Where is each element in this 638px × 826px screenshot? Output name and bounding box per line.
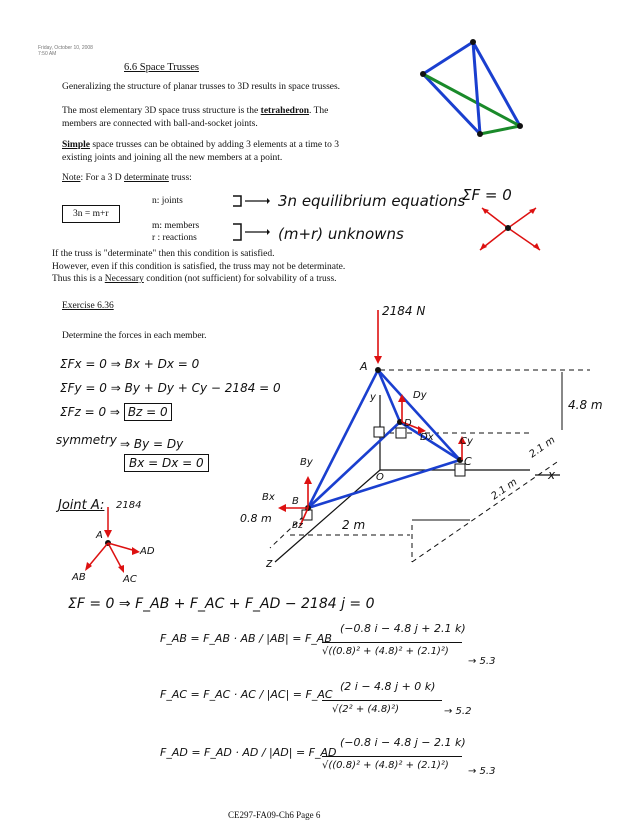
- necessary-term: Necessary: [104, 274, 144, 284]
- fig-dim-4: 2 m: [342, 518, 366, 532]
- fig-point-c: C: [464, 455, 472, 468]
- determinate-term: determinate: [124, 173, 169, 183]
- fig-origin: O: [376, 472, 384, 483]
- note-label: Note: [62, 173, 81, 183]
- joint-a-load: 2184: [116, 500, 142, 511]
- tetrahedron-term: tetrahedron: [260, 106, 310, 116]
- m-definition: m: members: [152, 221, 200, 231]
- fig-dim-2: 2.1 m: [489, 476, 520, 503]
- fad-num: (−0.8 i − 4.8 j − 2.1 k): [340, 736, 466, 749]
- hand-sum-f: ΣF = 0: [462, 186, 512, 204]
- date-line: Friday, October 10, 2008: [38, 45, 93, 51]
- exercise-title: Exercise 6.36: [62, 301, 114, 311]
- exercise-prompt: Determine the forces in each member.: [62, 331, 207, 341]
- fig-point-d: D: [404, 418, 412, 429]
- joint-a-point: A: [96, 530, 103, 541]
- fig-z-axis: z: [266, 556, 273, 570]
- note-line: [62, 172, 192, 185]
- joint-a-ad: AD: [140, 546, 155, 557]
- eq-symmetry-box: Bx = Dx = 0: [124, 454, 209, 472]
- time-line: 7:50 AM: [38, 51, 57, 57]
- fac-lhs: F_AC = F_AC · AC / |AC| = F_AC: [160, 688, 333, 701]
- intro-p3-b: space trusses can be obtained by adding 3 elements at a time to 3: [89, 140, 340, 150]
- r-definition: r : reactions: [152, 233, 197, 243]
- fac-num: (2 i − 4.8 j + 0 k): [340, 680, 436, 693]
- fac-den: √(2² + (4.8)²): [332, 704, 399, 715]
- symmetry-label: symmetry: [56, 433, 117, 447]
- fad-val: → 5.3: [468, 766, 496, 777]
- fig-point-b: B: [292, 496, 299, 507]
- condition-block: [52, 248, 472, 286]
- fac-fraction-bar: [322, 700, 442, 701]
- fig-y-axis: y: [370, 392, 376, 403]
- fad-fraction-bar: [322, 756, 462, 757]
- intro-p2-c: . The: [309, 106, 329, 116]
- joint-a-ac: AC: [123, 574, 137, 585]
- intro-p1: Generalizing the structure of planar trusses to 3D results in space trusses.: [62, 82, 341, 92]
- fac-val: → 5.2: [444, 706, 472, 717]
- joint-a-ab: AB: [72, 572, 86, 583]
- fig-dim-3: 0.8 m: [240, 512, 272, 525]
- intro-p2-line2: members are connected with ball-and-socket joints.: [62, 118, 258, 129]
- date-stamp: [38, 45, 93, 57]
- fab-lhs: F_AB = F_AB · AB / |AB| = F_AB: [160, 632, 332, 645]
- intro-p2: [62, 105, 392, 130]
- vector-sum: ΣF = 0 ⇒ F_AB + F_AC + F_AD − 2184 j = 0: [68, 596, 375, 612]
- definition-brackets: [225, 190, 270, 245]
- fig-dim-1: 2.1 m: [527, 434, 558, 461]
- eq-fz-a: ΣFz = 0 ⇒: [60, 405, 120, 419]
- condition-l3: [52, 273, 472, 286]
- eq-symmetry: ⇒ By = Dy: [120, 437, 184, 451]
- fig-dx: Dx: [420, 432, 434, 443]
- fig-point-a: A: [360, 360, 368, 373]
- fig-load: 2184 N: [382, 304, 426, 318]
- fab-num: (−0.8 i − 4.8 j + 2.1 k): [340, 622, 466, 635]
- note-d: truss:: [168, 173, 192, 183]
- eq-fz: [60, 405, 172, 419]
- eq-fz-box: Bz = 0: [124, 403, 172, 421]
- page-footer: CE297-FA09-Ch6 Page 6: [228, 810, 321, 820]
- fig-cy: Cy: [460, 436, 473, 447]
- fig-height: 4.8 m: [568, 398, 603, 412]
- simple-term: Simple: [62, 140, 90, 150]
- eq-fy: ΣFy = 0 ⇒ By + Dy + Cy − 2184 = 0: [60, 381, 281, 395]
- fab-fraction-bar: [322, 642, 462, 643]
- intro-p3: [62, 139, 392, 164]
- condition-l1: If the truss is "determinate" then this condition is satisfied.: [52, 249, 275, 259]
- fig-bz: Bz: [292, 521, 303, 531]
- formula-box: 3n = m+r: [62, 205, 120, 223]
- condition-l3-a: Thus this is a: [52, 274, 105, 284]
- fig-by: By: [300, 457, 313, 468]
- fig-bx: Bx: [262, 492, 275, 503]
- n-definition: n: joints: [152, 196, 183, 206]
- note-b: : For a 3 D: [80, 173, 125, 183]
- fab-den: √((0.8)² + (4.8)² + (2.1)²): [322, 646, 449, 657]
- force-star-icon: [470, 200, 550, 265]
- intro-p2-a: The most elementary 3D space truss structure is the: [62, 106, 261, 116]
- fab-val: → 5.3: [468, 656, 496, 667]
- joint-a-label: Joint A:: [58, 498, 105, 513]
- tetrahedron-illustration: [418, 38, 528, 138]
- eq-fx: ΣFx = 0 ⇒ Bx + Dx = 0: [60, 357, 200, 371]
- condition-l2: However, even if this condition is satisfied, the truss may not be determinate.: [52, 261, 346, 272]
- hand-unknowns: (m+r) unknowns: [278, 225, 404, 243]
- fig-x-axis: x: [548, 468, 556, 482]
- fig-dy: Dy: [413, 390, 427, 401]
- condition-l3-c: condition (not sufficient) for solvability of a truss.: [143, 274, 337, 284]
- fad-lhs: F_AD = F_AD · AD / |AD| = F_AD: [160, 746, 337, 759]
- hand-equilibrium: 3n equilibrium equations: [278, 192, 466, 210]
- page-title: 6.6 Space Trusses: [124, 62, 199, 73]
- fad-den: √((0.8)² + (4.8)² + (2.1)²): [322, 760, 449, 771]
- intro-p3-line2: existing joints and joining all the new members at a point.: [62, 152, 283, 163]
